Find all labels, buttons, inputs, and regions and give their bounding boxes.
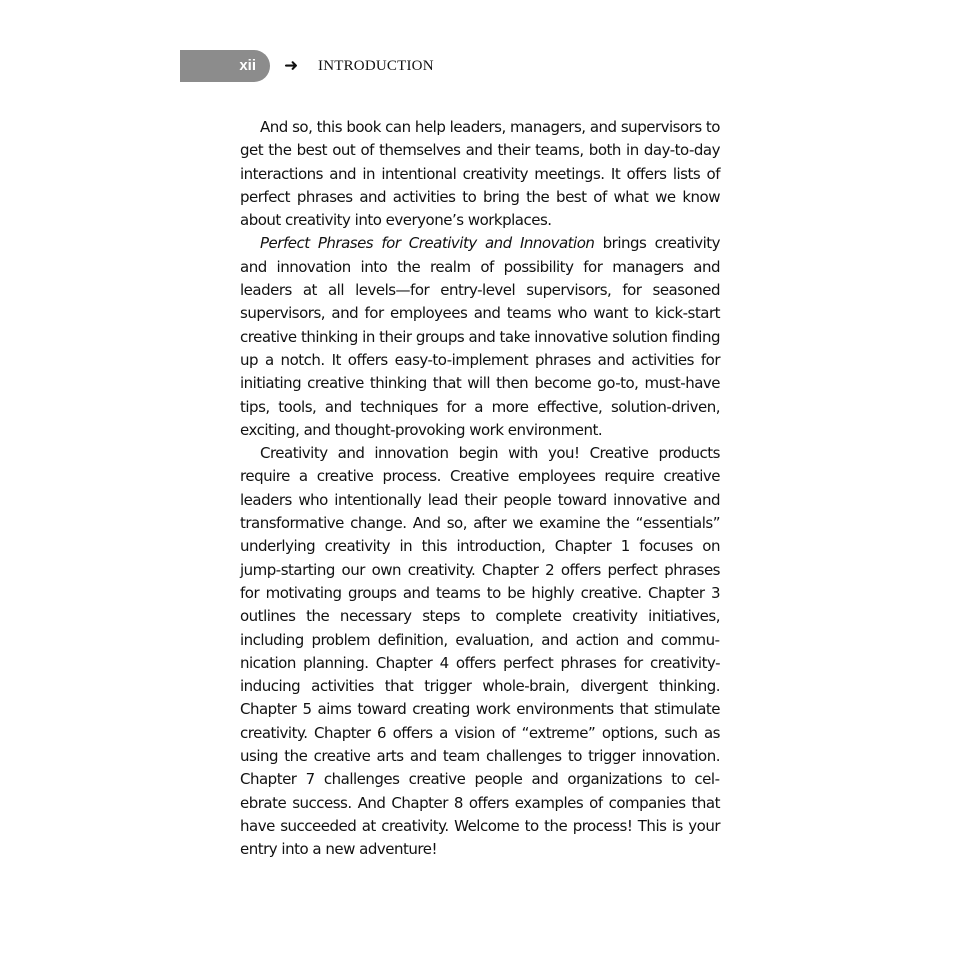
paragraph-3: Creativity and innovation begin with you! Creative products require a creative process. Creative employees require creative leaders who intentionally lead their people toward innovative and transformative change. And so, after we examine the “essentials” underlying creativity in this introduction, Chapter 1 focuses on jump-starting our own creativity. Chapter 2 offers perfect phrases for motivating groups and teams to be highly creative. Chapter 3 outlines the necessary steps to complete creativity initiatives, including problem definition, evaluation, and action and communication planning. Chapter 4 offers perfect phrases for creativity-inducing activities that trigger whole-brain, divergent thinking. Chapter 5 aims toward creating work environments that stimulate creativity. Chapter 6 offers a vision of “extreme” options, such as using the creative arts and team challenges to trigger innovation. Chapter 7 challenges creative people and organizations to celebrate success. And Chapter 8 offers examples of companies that have succeeded at creativity. Welcome to the process! This is your entry into a new adventure!: [240, 444, 720, 859]
right-arrow-icon: ➜: [284, 56, 299, 76]
paragraph-1: And so, this book can help leaders, managers, and supervisors to get the best out of themselves and their teams, both in day-to-day interactions and in intentional creativity meetings. It offers lists of perfect phrases and activities to bring the best of what we know about creativity into everyone’s workplaces.: [240, 118, 720, 230]
paragraph-2: [240, 232, 720, 442]
page-number: xii: [239, 57, 256, 74]
paragraph-2-text: brings creativity and innovation into the realm of possibility for managers and leaders at all levels—for entry-level supervisors, for seasoned supervisors, and for employees and teams who want to kick-start creative thinking in their groups and take innovative solution finding up a notch. It offers easy-to-implement phrases and activities for initiating creative thinking that will then become go-to, must-have tips, tools, and techniques for a more effective, solution-driven, exciting, and thought-provoking work environment.: [240, 234, 720, 439]
page-number-tab: [180, 50, 270, 82]
running-header-title: INTRODUCTION: [318, 58, 434, 74]
book-title: Perfect Phrases for Creativity and Innovation: [260, 234, 595, 253]
body-text: [240, 116, 720, 862]
